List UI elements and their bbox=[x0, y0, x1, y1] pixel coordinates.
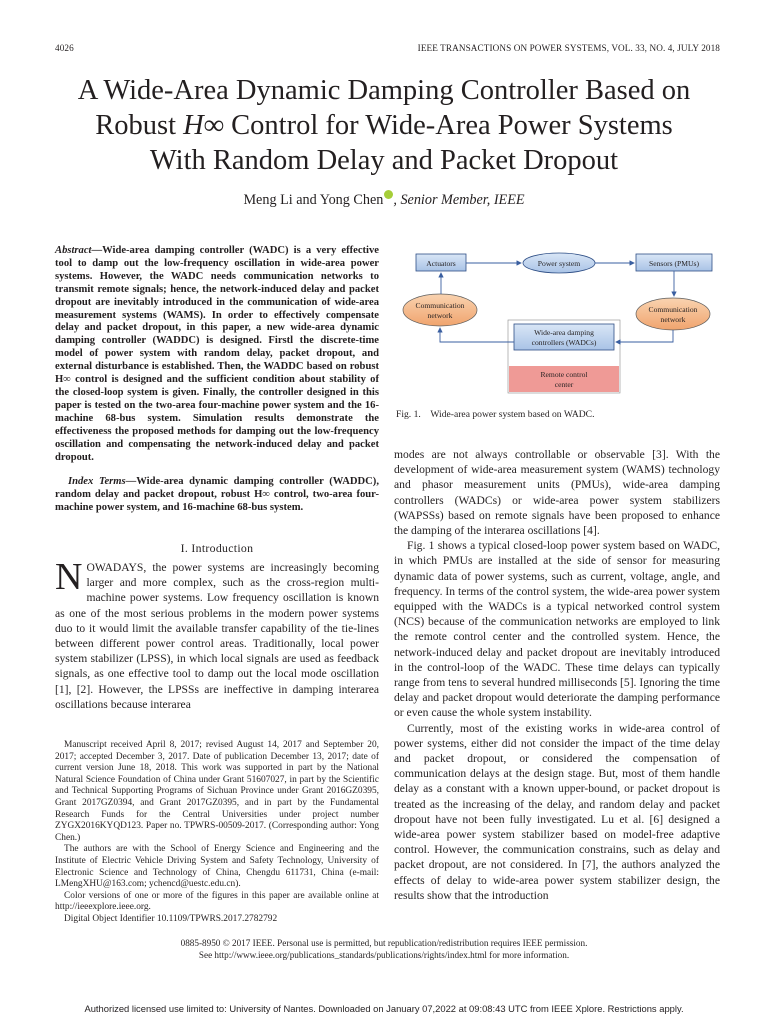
remote-center-label-2: center bbox=[554, 380, 574, 389]
left-network-label-2: network bbox=[427, 311, 453, 320]
footnotes bbox=[55, 740, 379, 926]
caption-label: Fig. 1. bbox=[396, 409, 421, 420]
page-number: 4026 bbox=[55, 43, 74, 53]
index-terms-label: Index Terms bbox=[68, 476, 126, 487]
drop-cap: N bbox=[55, 556, 83, 598]
paper-title bbox=[20, 73, 748, 178]
author-role: , Senior Member, IEEE bbox=[393, 192, 525, 208]
intro-lead: OWADAYS bbox=[86, 561, 144, 574]
right-network-label-2: network bbox=[660, 315, 686, 324]
footnote-authors: The authors are with the School of Energy Science and Engineering and the Institute of Electric Vehicle Driving System and Safety Technology, University of Electronic Science and Technology of China, Chengdu 611731, China (e-mail: LMengXHU@163.com; ychencd@uestc.edu.cn). bbox=[55, 844, 379, 890]
left-network-node bbox=[403, 294, 477, 326]
title-math: H∞ bbox=[183, 110, 225, 141]
right-paragraph-1: modes are not always controllable or observable [3]. With the development of wide-area measurement system (WAMS) technology and phasor measurement units (PMUs), wide-area damping controllers (WADCs) or wide-area power system stabilizers (WAPSSs) based on remote signals have been proposed to enhance the damping of the interarea oscillations [4]. bbox=[394, 448, 720, 538]
title-line-3: With Random Delay and Packet Dropout bbox=[149, 145, 619, 176]
remote-center-label-1: Remote control bbox=[540, 370, 588, 379]
footnote-color: Color versions of one or more of the figures in this paper are available online at http://ieeexplore.ieee.org. bbox=[55, 890, 379, 913]
abstract bbox=[55, 245, 379, 464]
wadc-label-1: Wide-area damping bbox=[534, 328, 594, 337]
right-column-text bbox=[394, 447, 720, 903]
right-paragraph-3: Currently, most of the existing works in wide-area control of power systems, either did not consider the impact of the time delay and packet dropout, or considered the compensation of communication delays at the design stage. But, most of them handle delay as a constant with a known upper-bound, or packet dropout is treated as the increasing of the delay, and random delay and packet dropout have not been fully investigated. Lu et al. [6] designed a wide-area power system stabilizer based on model-free adaptive control. However, the communication constrains, such as delay and packet dropout, are not considered. In [7], the authors analyzed the effects of delay to wide-area power system stabilizer design, the results show that the introduction bbox=[394, 721, 720, 902]
right-paragraph-2: Fig. 1 shows a typical closed-loop power system based on WADC, in which PMUs are installed at the side of sensor for measuring dynamic data of power systems, such as current, voltage, angle, and frequency. In terms of the control system, the wide-area power system equipped with the WADCs is a typical networked control system (NCS) because of the communication networks are employed to link the remote control center and the controlled system. Hence, the network-induced delay and packet dropout are inevitably introduced in the control-loop of the WADC. These time delays can typically range from tens to several hundred milliseconds [5]. Ignoring the time delay and packet dropout would deteriorate the damping performance or even cause the whole system instability. bbox=[394, 539, 720, 720]
section-heading: I. Introduction bbox=[180, 541, 254, 555]
abstract-label: Abstract bbox=[55, 245, 92, 256]
figure-caption bbox=[396, 409, 594, 420]
rights-link[interactable]: See http://www.ieee.org/publications_standards/publications/rights/index.html for more information. bbox=[198, 950, 570, 960]
authors bbox=[0, 190, 768, 209]
index-terms bbox=[55, 476, 379, 515]
journal-header: IEEE TRANSACTIONS ON POWER SYSTEMS, VOL. 33, NO. 4, JULY 2018 bbox=[417, 43, 720, 53]
footnote-manuscript: Manuscript received April 8, 2017; revised August 14, 2017 and September 20, 2017; accepted December 3, 2017. Date of publication December 13, 2017; date of current version June 18, 2018. This work was supported in part by the National Natural Science Foundation of China under Grant 51607027, in part by the Scientific and Technical Supporting Programs of Sichuan Province under Grant 2016GZ0395, Grant 2017GZ0394, and Grant 2017GZ0395, and in part by the Fundamental Research Funds for the Central Universities under project number ZYGX2016KYQD123. Paper no. TPWRS-00509-2017. (Corresponding author: Yong Chen.) bbox=[55, 740, 379, 843]
right-network-node bbox=[636, 298, 710, 330]
authorized-use-notice: Authorized licensed use limited to: University of Nantes. Downloaded on January 07,2022 at 09:08:43 UTC from IEEE Xplore. Restrictions apply. bbox=[84, 1003, 684, 1014]
actuators-label: Actuators bbox=[426, 259, 456, 268]
figure-1-diagram bbox=[396, 248, 726, 398]
wadc-label-2: controllers (WADCs) bbox=[531, 338, 597, 347]
caption-text: Wide-area power system based on WADC. bbox=[430, 409, 595, 420]
title-line-1: A Wide-Area Dynamic Damping Controller Based on bbox=[77, 75, 691, 106]
copyright-line: 0885-8950 © 2017 IEEE. Personal use is permitted, but republication/redistribution requires IEEE permission. bbox=[180, 938, 588, 948]
footnote-doi: Digital Object Identifier 10.1109/TPWRS.2017.2782792 bbox=[64, 913, 278, 924]
introduction-text bbox=[55, 556, 379, 712]
author-names: Meng Li and Yong Chen bbox=[243, 192, 384, 208]
right-network-label-1: Communication bbox=[648, 305, 698, 314]
title-line-2: Robust H∞ Control for Wide-Area Power Systems bbox=[95, 110, 673, 141]
sensors-label: Sensors (PMUs) bbox=[649, 259, 699, 268]
intro-body: , the power systems are increasingly becoming larger and more complex, such as the cross-region multi-machine power systems. Low frequency oscillation is known as one of the most serious problems in the modern power systems duo to it would limit the available transfer capability of the tie-lines between different power control areas. Traditionally, local power system stabilizer (LPSS), in which local signals are used as feedback signals, as one effective tool to damp out the local mode oscillation [1], [2]. However, the LPSSs are ineffective in damping interarea oscillations because interarea bbox=[55, 561, 379, 711]
copyright-notice bbox=[0, 937, 768, 961]
power-system-label: Power system bbox=[537, 259, 581, 268]
left-network-label-1: Communication bbox=[415, 301, 465, 310]
abstract-text: —Wide-area damping controller (WADC) is a very effective tool to damp out the low-frequency oscillation in wide-area power systems. However, the WADC needs communication networks to transmit remote signals; hence, the network-induced delay and packet dropout are inevitably introduced in the communication of wide-area measurement systems (WAMS). In order to effectively compensate delay and packet dropout, in this paper, a new wide-area dynamic damping controller (WADDC) is designed. Firstl the discrete-time model of power system with random delay, packet dropout, and external disturbance is established. Then, the WADDC based on robust H∞ control is designed and the sufficient condition about stability of the closed-loop system is given. Finally, the controller designed in this paper is tested on the two-area four-machine power system and the 16-machine 68-bus system. Simulation results demonstrate the effectiveness the proposed methods for damping out the low-frequency oscillation and compensating the network-induced delay and packet dropout. bbox=[55, 245, 379, 463]
orcid-icon[interactable] bbox=[384, 190, 393, 199]
index-terms-text: —Wide-area dynamic damping controller (WADDC), random delay and packet dropout, robust H∞ control, two-area four-machine power system, and 16-machine 68-bus system. bbox=[55, 476, 379, 513]
